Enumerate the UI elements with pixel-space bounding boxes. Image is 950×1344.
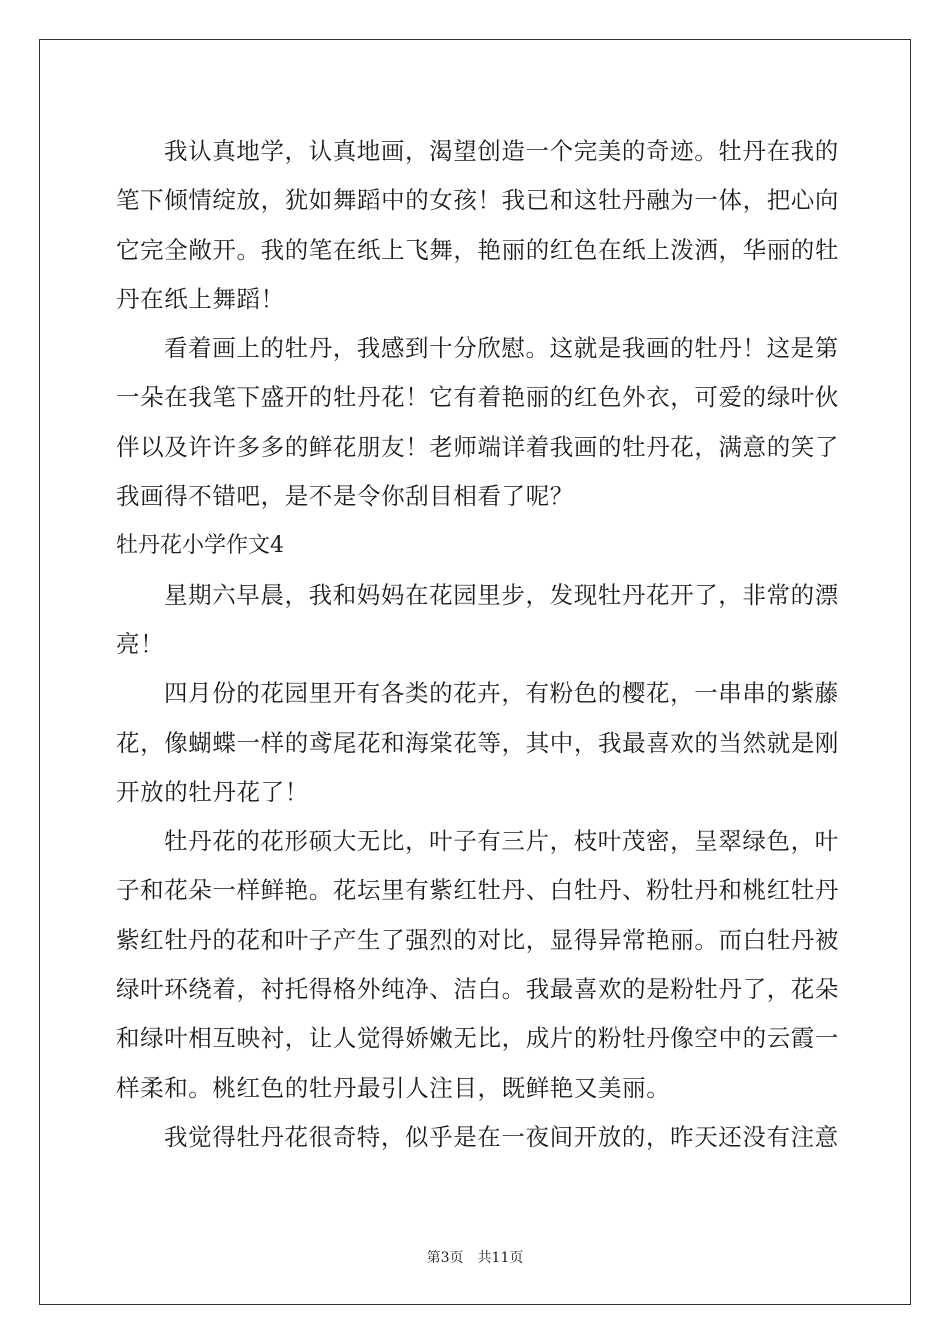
text-line: 绿叶环绕着，衬托得格外纯净、洁白。我最喜欢的是粉牡丹了，花朵 [116,975,839,1004]
text-line: 我觉得牡丹花很奇特，似乎是在一夜间开放的，昨天还没有注意 [164,1122,839,1151]
text-line: 我画得不错吧，是不是令你刮目相看了呢？ [116,482,574,511]
text-line: 和绿叶相互映衬，让人觉得娇嫩无比，成片的粉牡丹像空中的云霞一 [116,1024,839,1053]
text-line: 紫红牡丹的花和叶子产生了强烈的对比，显得异常艳丽。而白牡丹被 [116,925,839,954]
page-footer [0,1247,950,1267]
page-total: 共11页 [477,1250,524,1266]
text-line: 花，像蝴蝶一样的鸢尾花和海棠花等，其中，我最喜欢的当然就是刚 [116,728,839,757]
text-line: 亮！ [116,629,165,658]
text-line: 一朵在我笔下盛开的牡丹花！它有着艳丽的红色外衣，可爱的绿叶伙 [116,383,839,412]
text-line: 丹在纸上舞蹈！ [116,284,285,313]
section-heading: 牡丹花小学作文4 [116,533,284,559]
page-number: 第3页 [426,1250,464,1266]
text-line: 星期六早晨，我和妈妈在花园里步，发现牡丹花开了，非常的漂 [164,580,839,609]
text-line: 它完全敞开。我的笔在纸上飞舞，艳丽的红色在纸上泼洒，华丽的牡 [116,235,839,264]
document-body [116,127,839,1162]
text-line: 笔下倾情绽放，犹如舞蹈中的女孩！我已和这牡丹融为一体，把心向 [116,186,839,215]
text-line: 伴以及许许多多的鲜花朋友！老师端详着我画的牡丹花，满意的笑了 [116,432,839,461]
text-line: 子和花朵一样鲜艳。花坛里有紫红牡丹、白牡丹、粉牡丹和桃红牡丹 [116,876,839,905]
text-line: 开放的牡丹花了！ [116,777,309,806]
text-line: 看着画上的牡丹，我感到十分欣慰。这就是我画的牡丹！这是第 [164,334,839,363]
text-line: 牡丹花的花形硕大无比，叶子有三片，枝叶茂密，呈翠绿色，叶 [164,827,839,856]
text-line: 我认真地学，认真地画，渴望创造一个完美的奇迹。牡丹在我的 [164,137,839,165]
text-line: 样柔和。桃红色的牡丹最引人注目，既鲜艳又美丽。 [116,1073,671,1102]
text-line: 四月份的花园里开有各类的花卉，有粉色的樱花，一串串的紫藤 [164,679,839,708]
